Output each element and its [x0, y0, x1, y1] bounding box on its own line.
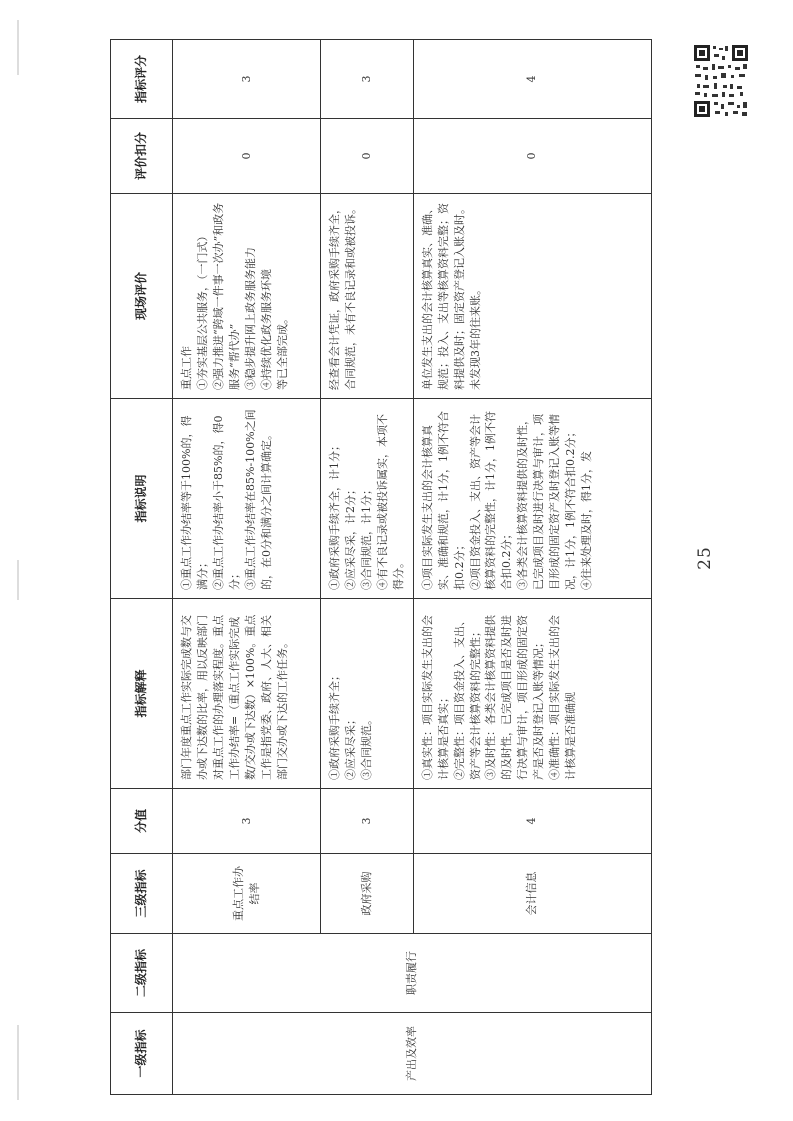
score-cell: 4	[413, 789, 651, 854]
explanation-line: ③合同规范。	[359, 714, 373, 780]
level2-cell: 职责履行	[173, 934, 652, 1013]
indicator-score-cell: 4	[413, 40, 651, 119]
header-indicator-score: 指标评分	[111, 40, 173, 119]
description-line: ①重点工作办结率等于100%的，得满分；	[180, 415, 209, 590]
evaluation-line: 重点工作	[180, 346, 193, 390]
scan-edge-mid	[17, 560, 19, 600]
explanation-cell	[413, 599, 651, 789]
deduction-cell: 0	[321, 119, 414, 194]
scan-edge-top	[17, 20, 19, 75]
header-evaluation: 现场评价	[111, 194, 173, 399]
explanation-line: ②完整性：项目资金投入、支出、资产等会计核算资料的完整性；	[452, 615, 482, 780]
explanation-cell	[321, 599, 414, 789]
evaluation-line: ②强力推进“跨域一件事一次办”和政务服务“帮代办”	[211, 202, 241, 390]
explanation-line: ①政府采购手续齐全；	[328, 670, 341, 780]
explanation-line: ②应采尽采；	[343, 714, 357, 780]
evaluation-line: ③稳步提升网上政务服务能力	[243, 247, 257, 390]
description-line: ①政府采购手续齐全，计1分；	[328, 440, 341, 590]
evaluation-cell: 经查看会计凭证，政府采购手续齐全，合同规范，未有不良记录和或被投诉。	[321, 194, 414, 399]
performance-indicator-table	[110, 39, 652, 1095]
level3-cell: 会计信息	[413, 854, 651, 934]
score-cell: 3	[321, 789, 414, 854]
description-line: ④有不良记录或被投诉属实，本项不得分。	[375, 414, 405, 590]
explanation-line: ①真实性：项目实际发生支出的会计核算是否真实；	[420, 615, 450, 780]
evaluation-cell: 单位发生支出的会计核算真实、准确、规范；投入、支出等核算资料完整；资料提供及时；固定资产登记入账及时。未发现3年的往来账。	[413, 194, 651, 399]
deduction-cell: 0	[413, 119, 651, 194]
description-line: ③各类会计核算资料提供的及时性，已完成项目及时进行决算与审计，项目形成的固定资产及时登记入账等情况，计1分，1例不符合扣0.2分；	[516, 414, 578, 590]
description-cell	[321, 399, 414, 599]
description-cell	[413, 399, 651, 599]
level3-cell: 政府采购	[321, 854, 414, 934]
description-line: ①项目实际发生支出的会计核算真实、准确和规范，计1分，1例不符合扣0.2分；	[420, 411, 466, 590]
table-row	[173, 40, 321, 1095]
page-number: 25	[694, 546, 715, 570]
indicator-score-cell: 3	[173, 40, 321, 119]
header-description: 指标说明	[111, 399, 173, 599]
explanation-line: ③及时性：各类会计核算资料提供的及时性，已完成项目是否及时进行决算与审计，项目形成的固定资产是否及时登记入账等情况；	[484, 615, 546, 780]
level1-cell: 产出及效率	[173, 1013, 652, 1095]
description-line: ②项目资金投入、支出、资产等会计核算资料的完整性，计1分，1例不符合扣0.2分；	[468, 411, 514, 590]
evaluation-line: ④持续优化政务服务环境	[259, 269, 273, 390]
header-level3: 三级指标	[111, 854, 173, 934]
description-line: ③重点工作办结率在85%-100%之间的，在0分和满分之间计算确定。	[243, 409, 273, 590]
description-line: ③合同规范，计1分；	[359, 484, 373, 590]
table-header-row	[111, 40, 173, 1095]
level3-cell: 重点工作办结率	[173, 854, 321, 934]
rotated-table-container	[110, 40, 650, 1095]
header-level1: 一级指标	[111, 1013, 173, 1095]
explanation-line: ④准确性：项目实际发生支出的会计核算是否准确规	[548, 615, 578, 780]
explanation-cell: 部门年度重点工作实际完成数与交办或下达数的比率，用以反映部门对重点工作的办理落实程度。重点工作办结率=（重点工作实际完成数/交办或下达数）×100%。重点工作是指党委、政府、人大、相关部门交办或下达的工作任务。	[173, 599, 321, 789]
score-cell: 3	[173, 789, 321, 854]
header-deduction: 评价扣分	[111, 119, 173, 194]
scan-edge-bottom	[17, 1025, 19, 1100]
header-explanation: 指标解释	[111, 599, 173, 789]
evaluation-line: ①夯实基层公共服务，（一门式）	[195, 230, 209, 390]
header-score: 分值	[111, 789, 173, 854]
evaluation-cell	[173, 194, 321, 399]
description-cell	[173, 399, 321, 599]
description-line: ④往来处理及时，得1分，发	[580, 451, 594, 590]
description-line: ②应采尽采，计2分；	[343, 484, 357, 590]
deduction-cell: 0	[173, 119, 321, 194]
qr-code-icon	[693, 44, 749, 118]
description-line: ②重点工作办结率小于85%的，得0分；	[211, 415, 241, 590]
header-level2: 二级指标	[111, 934, 173, 1013]
indicator-score-cell: 3	[321, 40, 414, 119]
evaluation-line: 等已全部完成。	[275, 313, 289, 390]
